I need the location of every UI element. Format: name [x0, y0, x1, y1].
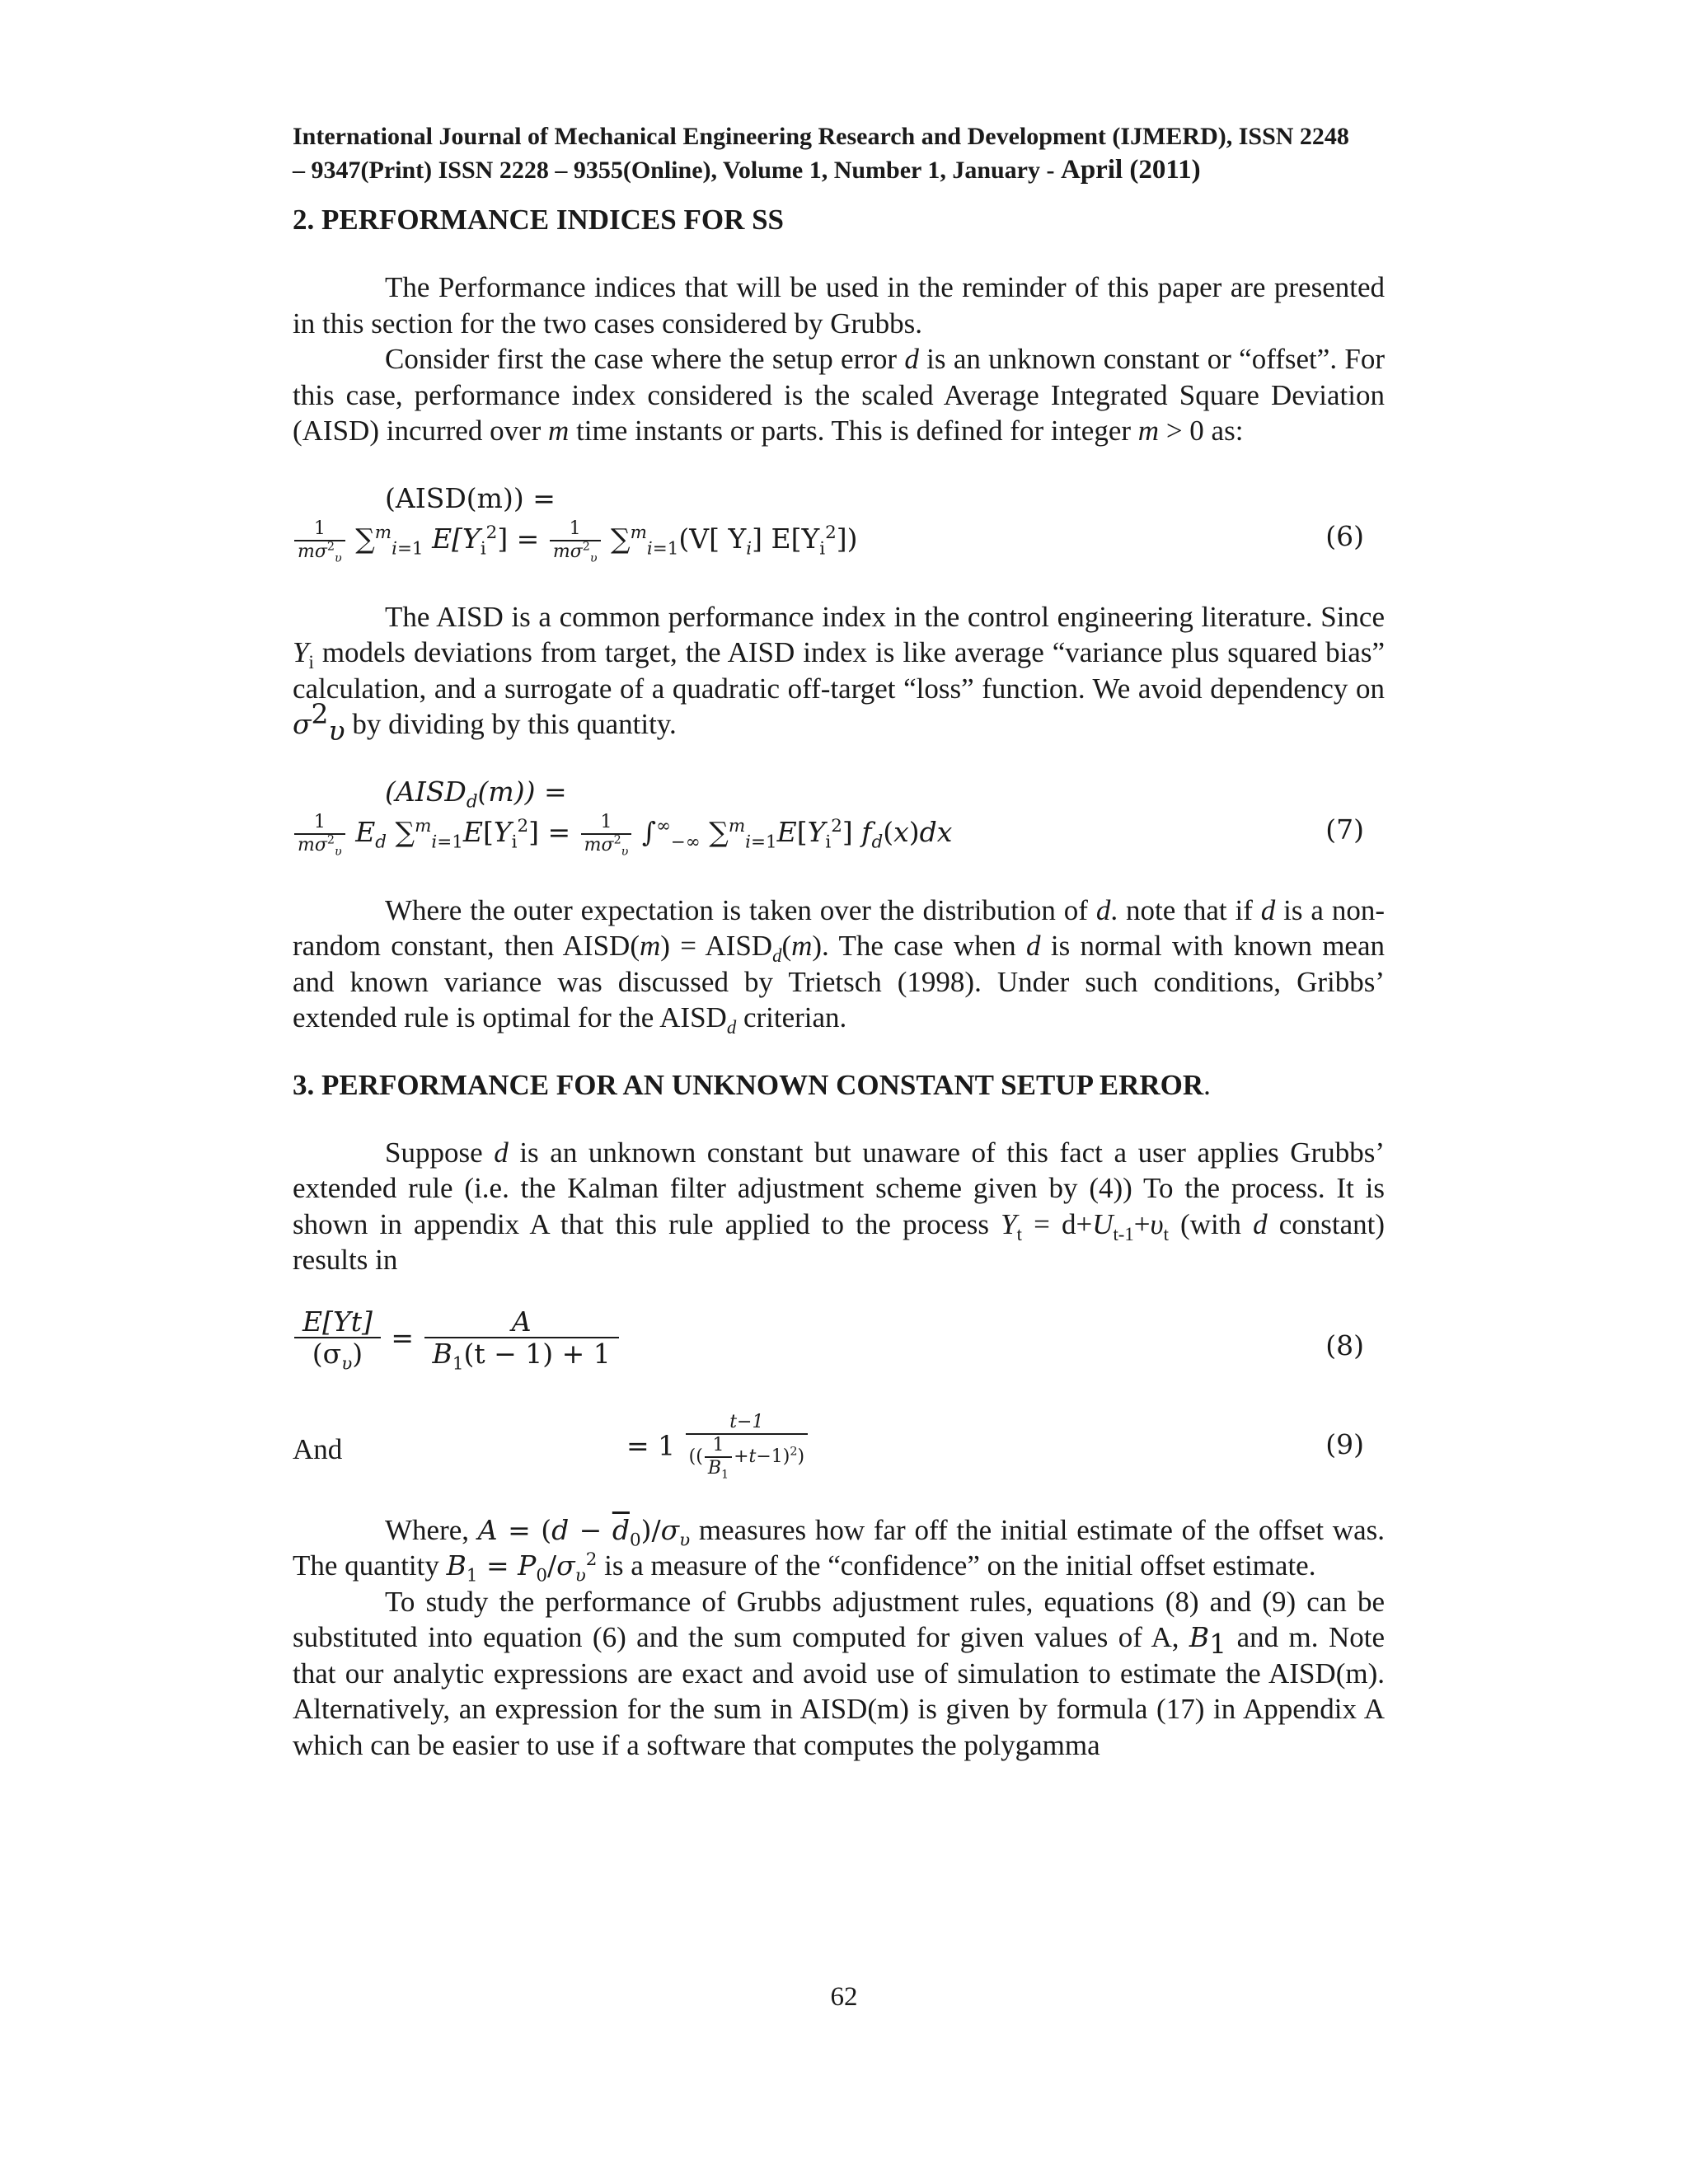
- equation-8-body: $\frac{E[Yt]}{(\sigma_\upsilon)}$ = $\frac{A}{B_1(t - 1) + 1}$: [293, 1306, 621, 1369]
- equation-9-body: = 1 t−1 (( $\frac{1}{B_1}$ +t−1)$^2$): [626, 1413, 809, 1478]
- journal-header: [293, 120, 1385, 187]
- equation-7-lhs: $(AISD_d(m))$ =: [385, 775, 567, 813]
- equation-6-lhs: (AISD(m)) =: [385, 481, 556, 514]
- equation-9-and-label: And: [293, 1432, 343, 1465]
- section-3-title: 3. PERFORMANCE FOR AN UNKNOWN CONSTANT SETUP ERROR.: [293, 1068, 1211, 1101]
- section-2-paragraph-1: The Performance indices that will be used in the reminder of this paper are presented in this section for the two cases considered by Grubbs.: [293, 271, 1385, 340]
- header-line-2: – 9347(Print) ISSN 2228 – 9355(Online), Volume 1, Number 1, January -: [293, 157, 1061, 184]
- section-2-paragraph-2: Consider first the case where the setup error d is an unknown constant or “offset”. For this case, performance index considered is the scaled Average Integrated Square Deviation (AISD) incurred over m time instants or parts. This is defined for integer m > 0 as:: [293, 343, 1385, 447]
- section-3-paragraph-2: Where, $A = (d - \overline{d}_0)/\sigma_\upsilon$ measures how far off the initial estimate of the offset was. The quantity $B_1 = P_0/\sigma_\upsilon^2$ is a measure of the “confidence” on the initial offset estimate.: [293, 1513, 1385, 1586]
- equation-6: [293, 482, 1385, 566]
- section-2-paragraph-4: Where the outer expectation is taken over the distribution of d. note that if d is a non-random constant, then AISD(m) = $AISD_d(m)$. The case when d is normal with known mean and known variance was discussed by Trietsch (1998). Under such conditions, Gribbs’ extended rule is optimal for the $AISD_d$ criterian.: [293, 893, 1385, 1038]
- equation-7: [293, 776, 1385, 860]
- equation-6-number: (6): [1325, 519, 1364, 552]
- equation-7-number: (7): [1325, 813, 1364, 846]
- equation-8: [293, 1306, 1385, 1397]
- header-line-1: International Journal of Mechanical Engineering Research and Development (IJMERD), ISSN 2248: [293, 123, 1349, 150]
- section-2-paragraph-3: The AISD is a common performance index in the control engineering literature. Since $Y_i$ models deviations from target, the AISD index is like average “variance plus squared bias” calculation, and a surrogate of a quadratic off-target “loss” function. We avoid dependency on $\sigma^2_\upsilon$ by dividing by this quantity.: [293, 600, 1385, 747]
- section-3-paragraph-1: Suppose d is an unknown constant but unaware of this fact a user applies Grubbs’ extended rule (i.e. the Kalman filter adjustment scheme given by (4)) To the process. It is shown in appendix A that this rule applied to the process $Y_t = d+U_{t-1}+\upsilon_t$ (with d constant) results in: [293, 1136, 1385, 1276]
- section-2-title: 2. PERFORMANCE INDICES FOR SS: [293, 204, 785, 236]
- header-line-2-end: April (2011): [1061, 155, 1201, 185]
- page-number: 62: [830, 1982, 858, 2012]
- page-body: [293, 120, 1385, 1763]
- equation-6-rhs: $\frac{1}{m\sigma^2_\upsilon}$ ∑$^m_{i=1}$ $E[Y_i^2]$ = $\frac{1}{m\sigma^2_\upsilon}$ ∑$^m_{i=1}$(V[ $Y_i$] $E[Y_i^2]$): [293, 523, 857, 555]
- equation-8-number: (8): [1325, 1329, 1364, 1361]
- equation-7-rhs: $\frac{1}{m\sigma^2_\upsilon}$ $E_d$ $\sum^m_{i=1}E[Y_i^2]$ = $\frac{1}{m\sigma^2_\upsilon}$ $\int^\infty_{-\infty}$ $\sum^m_{i=1}E[Y_i^2]$ $f_d(x)dx$: [293, 816, 952, 848]
- equation-9: [293, 1413, 1385, 1488]
- equation-9-number: (9): [1325, 1427, 1364, 1460]
- section-3-paragraph-3: To study the performance of Grubbs adjustment rules, equations (8) and (9) can be substituted into equation (6) and the sum computed for given values of A, $B_1$ and m. Note that our analytic expressions are exact and avoid use of simulation to estimate the AISD(m). Alternatively, an expression for the sum in AISD(m) is given by formula (17) in Appendix A which can be easier to use if a software that computes the polygamma: [293, 1585, 1385, 1761]
